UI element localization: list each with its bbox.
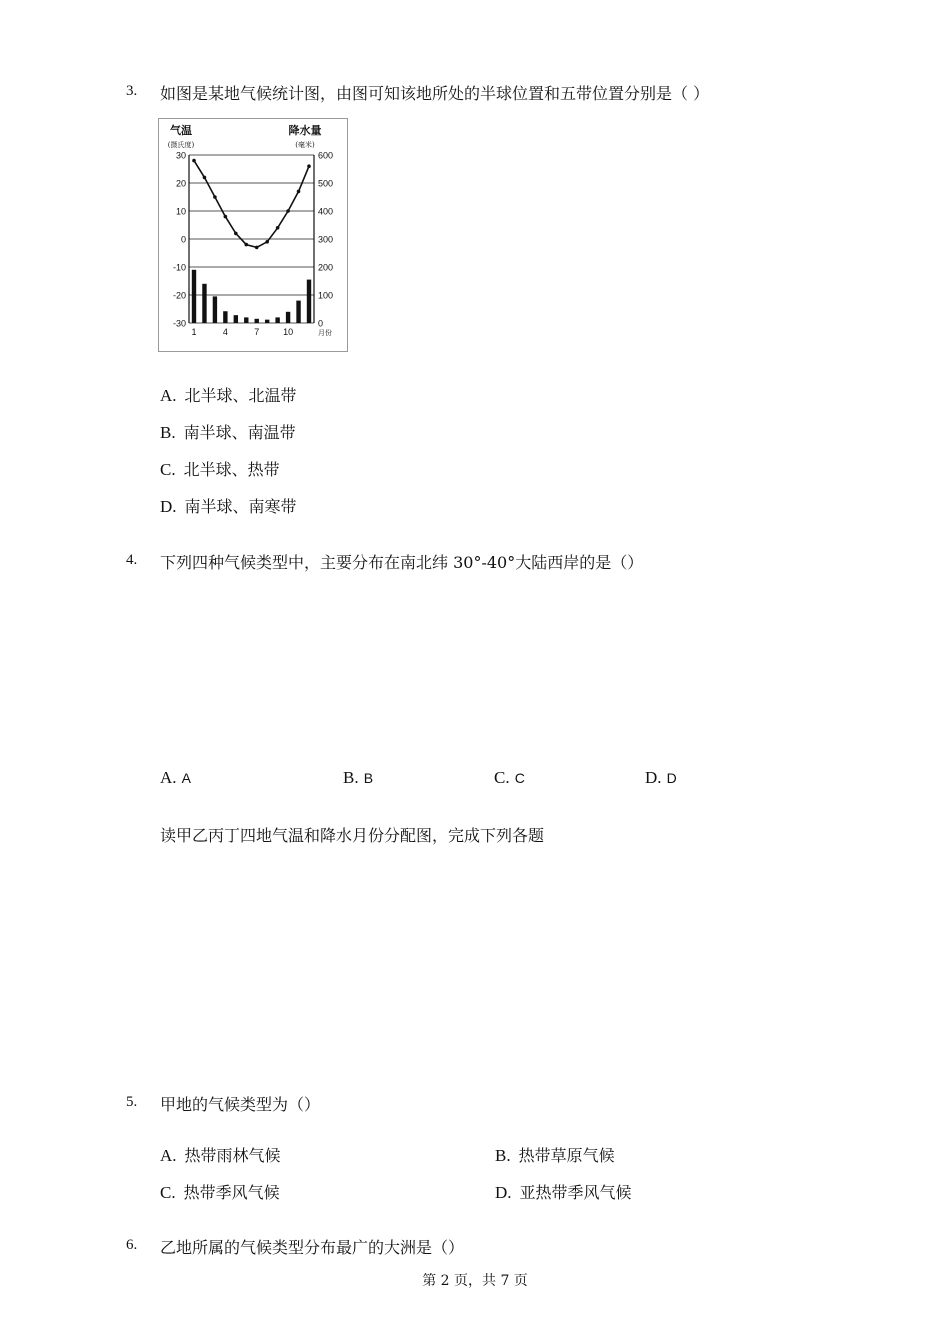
precipitation-bar: [213, 296, 217, 323]
option-text: 热带雨林气候: [184, 1146, 281, 1165]
x-axis-label: 月份: [318, 329, 332, 337]
temperature-point: [203, 176, 207, 180]
option-text: 南半球、南温带: [183, 423, 296, 442]
option-label: A.: [160, 386, 177, 405]
left-tick-label: 10: [175, 206, 186, 217]
option-label: A.: [160, 1146, 177, 1165]
precipitation-bar: [286, 312, 290, 323]
option-label: B.: [343, 768, 359, 787]
temperature-point: [276, 226, 280, 230]
option-text: 南半球、南寒带: [184, 497, 297, 516]
right-tick-label: 400: [318, 206, 334, 217]
precipitation-bar: [192, 270, 196, 323]
question-6-number: 6.: [126, 1237, 138, 1253]
climate-chart-svg: [159, 119, 347, 351]
precipitation-bar: [275, 317, 279, 323]
option-label: C.: [160, 1183, 176, 1202]
option-label: D.: [160, 497, 177, 516]
right-tick-label: 300: [318, 234, 334, 245]
right-tick-label: 600: [318, 150, 334, 161]
precipitation-bar: [265, 320, 269, 323]
temperature-point: [244, 243, 248, 247]
left-tick-label: -20: [172, 290, 186, 301]
q3-option-c[interactable]: [160, 457, 280, 480]
precipitation-bar: [202, 284, 206, 323]
option-text: 热带草原气候: [518, 1146, 615, 1165]
x-tick-label: 1: [191, 327, 197, 337]
left-tick-label: -30: [172, 318, 186, 329]
question-4-number: 4.: [126, 552, 138, 568]
option-text: D: [666, 770, 677, 786]
option-label: D.: [495, 1183, 512, 1202]
right-axis-unit: (毫米): [295, 141, 315, 149]
left-tick-label: 20: [175, 178, 186, 189]
q5-option-a[interactable]: [160, 1143, 281, 1166]
left-tick-label: 0: [180, 234, 186, 245]
page-footer: 第 2 页，共 7 页: [422, 1273, 528, 1289]
temperature-point: [307, 164, 311, 168]
temperature-point: [234, 232, 238, 236]
question-5-number: 5.: [126, 1094, 138, 1110]
option-text: C: [514, 770, 525, 786]
left-axis-unit: (摄氏度): [167, 141, 195, 149]
precipitation-bar: [244, 317, 248, 323]
x-tick-label: 4: [222, 327, 228, 337]
question-3-number: 3.: [126, 83, 138, 99]
left-tick-label: 30: [175, 150, 186, 161]
temperature-line: [194, 161, 309, 248]
q4-option-c[interactable]: [494, 768, 525, 788]
q3-option-b[interactable]: [160, 420, 296, 443]
q3-option-d[interactable]: [160, 494, 297, 517]
precipitation-bar: [296, 301, 300, 323]
temperature-point: [297, 190, 301, 194]
option-label: B.: [495, 1146, 511, 1165]
q4-option-b[interactable]: [343, 768, 373, 788]
option-text: B: [363, 770, 374, 786]
x-tick-label: 10: [283, 327, 294, 337]
temperature-point: [255, 246, 259, 250]
option-text: 北半球、北温带: [184, 386, 297, 405]
q3-option-a[interactable]: [160, 383, 297, 406]
precipitation-bar: [255, 319, 259, 323]
right-tick-label: 0: [318, 318, 324, 329]
option-text: A: [181, 770, 191, 786]
precipitation-bar: [234, 315, 238, 323]
question-4-text: 下列四种气候类型中，主要分布在南北纬 30°-40°大陆西岸的是（）: [160, 553, 644, 572]
temperature-point: [213, 195, 217, 199]
question-3-text: 如图是某地气候统计图，由图可知该地所处的半球位置和五带位置分别是（ ）: [160, 84, 710, 103]
x-tick-label: 7: [254, 327, 260, 337]
option-label: D.: [645, 768, 662, 787]
q5-option-b[interactable]: [495, 1143, 615, 1166]
temperature-point: [286, 209, 290, 213]
q4-option-d[interactable]: [645, 768, 677, 788]
right-tick-label: 500: [318, 178, 334, 189]
option-label: C.: [160, 460, 176, 479]
option-label: C.: [494, 768, 510, 787]
q5-option-d[interactable]: [495, 1180, 632, 1203]
temperature-point: [265, 240, 269, 244]
right-tick-label: 200: [318, 262, 334, 273]
option-label: A.: [160, 768, 177, 787]
option-text: 亚热带季风气候: [519, 1183, 632, 1202]
left-tick-label: -10: [172, 262, 186, 273]
right-axis-title: 降水量: [288, 124, 322, 137]
option-label: B.: [160, 423, 176, 442]
right-tick-label: 100: [318, 290, 334, 301]
temperature-point: [224, 215, 228, 219]
q4-option-a[interactable]: [160, 768, 191, 788]
temperature-point: [192, 159, 196, 163]
group-intro-text: 读甲乙丙丁四地气温和降水月份分配图，完成下列各题: [160, 826, 545, 845]
option-text: 热带季风气候: [183, 1183, 280, 1202]
question-5-text: 甲地的气候类型为（）: [160, 1095, 321, 1114]
question-6-text: 乙地所属的气候类型分布最广的大洲是（）: [160, 1238, 465, 1257]
climate-chart: [158, 118, 348, 352]
precipitation-bar: [307, 280, 311, 323]
left-axis-title: 气温: [170, 124, 192, 137]
precipitation-bar: [223, 311, 227, 323]
option-text: 北半球、热带: [183, 460, 280, 479]
q5-option-c[interactable]: [160, 1180, 280, 1203]
